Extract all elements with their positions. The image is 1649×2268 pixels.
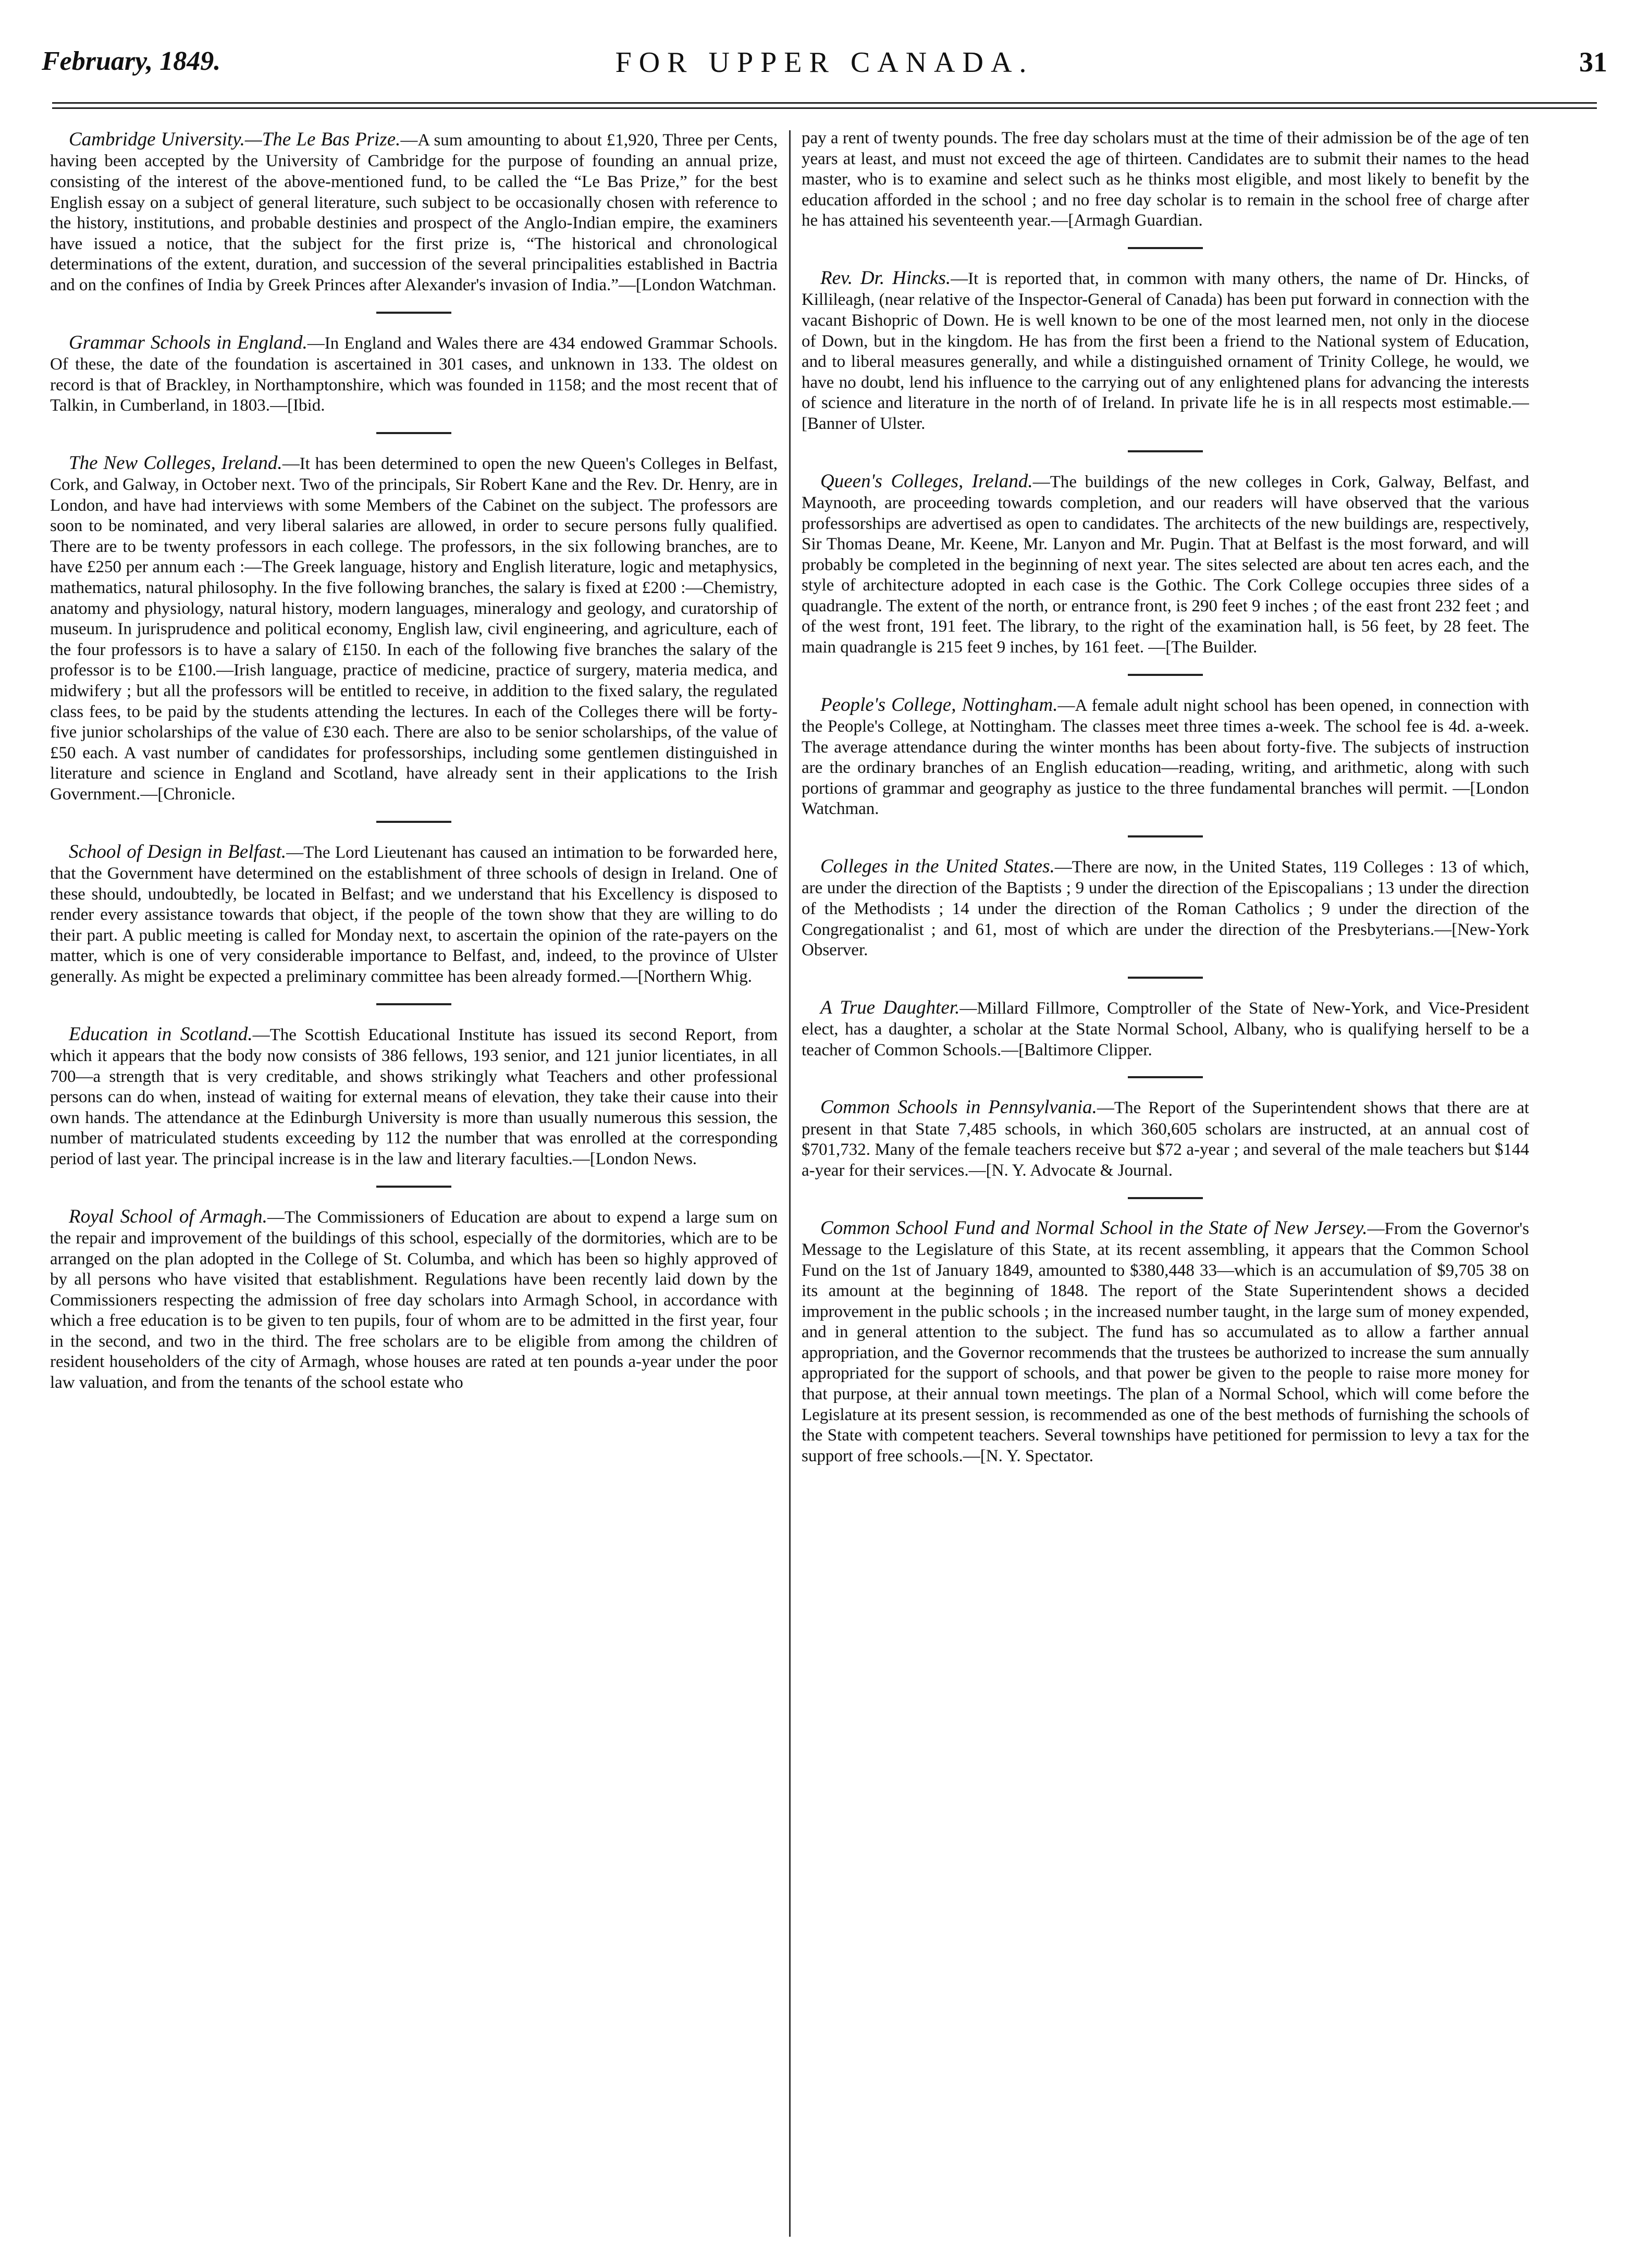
article-body: —In England and Wales there are 434 endowed Grammar Schools. Of these, the date of the foundation is ascertained in 301 cases, and unknown in 133. The oldest on record is that of Brackley, in Northamptonshire, which was founded in 1158; and the most recent that of Talkin, in Cumberland, in 1803.—[Ibid.	[50, 334, 778, 415]
article-heading: Cambridge University.—The Le Bas Prize.	[69, 129, 401, 150]
article-heading: People's College, Nottingham.	[820, 694, 1058, 716]
article-heading: Royal School of Armagh.	[69, 1205, 267, 1227]
left-column	[50, 128, 778, 2237]
article-heading: Grammar Schools in England.	[69, 331, 307, 353]
page-number: 31	[1579, 46, 1607, 78]
article-heading: Colleges in the United States.	[820, 856, 1055, 878]
article-body: —The Lord Lieutenant has caused an intimation to be forwarded here, that the Government have determined on the establishment of three schools of design in Ireland. One of these should, undoubtedly, be located in Belfast; and we understand that his Excellency is disposed to render every assistance towards that object, if the people of the town show that they are willing to do their part. A public meeting is called for Monday next, to ascertain the opinion of the rate-payers on the matter, which is one of very considerable importance to Belfast, and, indeed, to the province of Ulster generally. As might be expected a preliminary committee has been already formed.—[Northern Whig.	[50, 843, 778, 986]
article-queens-colleges-ireland	[802, 470, 1529, 658]
article-grammar-schools	[50, 331, 778, 416]
page-header	[42, 46, 1607, 88]
article-body: —Millard Fillmore, Comptroller of the State of New-York, and Vice-President elect, has a daughter, a scholar at the State Normal School, Albany, who is qualifying herself to be a teacher of Common Schools.—[Baltimore Clipper.	[802, 999, 1529, 1059]
header-rule-bottom	[52, 107, 1597, 109]
article-heading: Common Schools in Pennsylvania.	[820, 1096, 1097, 1118]
header-rule-top	[52, 102, 1597, 104]
article-cambridge-le-bas-prize	[50, 128, 778, 296]
article-heading: Common School Fund and Normal School in the State of New Jersey.	[820, 1217, 1368, 1239]
column-divider	[789, 130, 791, 2237]
article-heading: Queen's Colleges, Ireland.	[820, 470, 1033, 492]
article-separator	[1128, 835, 1203, 837]
article-heading: School of Design in Belfast.	[69, 841, 287, 862]
article-new-colleges-ireland	[50, 452, 778, 805]
article-separator	[1128, 247, 1203, 249]
article-body: —A female adult night school has been opened, in connection with the People's College, at Nottingham. The classes meet three times a-week. The school fee is 4d. a-week. The average attendance during the winter months has been about forty-five. The subjects of instruction are the ordinary branches of an English education—reading, writing, and arithmetic, along with such portions of grammar and geography as justice to the three fundamental branches will permit. —[London Watchman.	[802, 696, 1529, 819]
article-body: —The Scottish Educational Institute has issued its second Report, from which it appears that the body now consists of 386 fellows, 193 senior, and 121 junior licentiates, in all 700—a strength that is very creditable, and shows strikingly what Teachers and other professional persons can do when, instead of waiting for external means of elevation, they take their cause into their own hands. The attendance at the Edinburgh University is more than usually numerous this session, the number of matriculated students exceeding by 112 the number that was enrolled at the corresponding period of last year. The principal increase is in the law and literary faculties.—[London News.	[50, 1025, 778, 1168]
article-separator	[1128, 977, 1203, 979]
article-body: —The Commissioners of Education are about to expend a large sum on the repair and improvement of the buildings of this school, especially of the dormitories, which are to be arranged on the plan adopted in the College of St. Columba, and which has been so highly approved of by all persons who have visited that establishment. Regulations have been recently laid down by the Commissioners respecting the admission of free day scholars into Armagh School, in accordance with which a free education is to be given to ten pupils, four of whom are to be admitted in the first year, four in the second, and two in the third. The free scholars are to be eligible from among the children of resident householders of the city of Armagh, whose houses are rated at ten pounds a-year under the poor law valuation, and from the tenants of the school estate who	[50, 1207, 778, 1392]
article-body: pay a rent of twenty pounds. The free day scholars must at the time of their admission be of the age of ten years at least, and must not exceed the age of thirteen. Candidates are to submit their names to the head master, who is to examine and select such as he thinks most eligible, and most likely to benefit by the education afforded in the school ; and no free day scholar is to remain in the school free of charge after he has attained his seventeenth year.—[Armagh Guardian.	[802, 129, 1529, 230]
article-separator	[1128, 1076, 1203, 1078]
article-separator	[376, 432, 451, 434]
article-royal-school-armagh	[50, 1205, 778, 1394]
article-separator	[376, 1003, 451, 1005]
article-separator	[1128, 450, 1203, 452]
article-rev-dr-hincks	[802, 267, 1529, 435]
article-school-of-design-belfast	[50, 841, 778, 988]
right-column	[802, 128, 1529, 2237]
article-separator	[376, 312, 451, 314]
issue-date: February, 1849.	[42, 46, 221, 76]
article-heading: Education in Scotland.	[69, 1023, 253, 1045]
article-new-jersey-school-fund	[802, 1217, 1529, 1467]
article-colleges-united-states	[802, 855, 1529, 961]
article-heading: The New Colleges, Ireland.	[69, 452, 282, 474]
article-true-daughter	[802, 996, 1529, 1061]
article-body: —It is reported that, in common with many others, the name of Dr. Hincks, of Killileagh, (near relative of the Inspector-General of Canada) has been put forward in connection with the vacant Bishopric of Down. He is well known to be one of the most learned men, not only in the diocese of Down, but in the kingdom. He has from the first been a friend to the National system of Education, and to liberal measures generally, and while a distinguished ornament of Trinity College, he would, we have no doubt, lend his influence to the carrying out of any enlightened plans for advancing the interests of science and literature in the north of of Ireland. In private life he is in all respects most estimable.—[Banner of Ulster.	[802, 269, 1529, 433]
article-common-schools-pennsylvania	[802, 1096, 1529, 1181]
article-body: —The Report of the Superintendent shows that there are at present in that State 7,485 schools, in which 360,605 scholars are instructed, at an annual cost of $701,732. Many of the female teachers receive but $72 a-year ; and several of the male teachers but $144 a-year for their services.—[N. Y. Advocate & Journal.	[802, 1099, 1529, 1180]
article-heading: A True Daughter.	[820, 996, 960, 1018]
publication-title: FOR UPPER CANADA.	[615, 46, 1034, 79]
article-body: —The buildings of the new colleges in Cork, Galway, Belfast, and Maynooth, are proceeding towards completion, and our readers will have observed that the various professorships are advertised as open to candidates. The architects of the new buildings are, respectively, Sir Thomas Deane, Mr. Keene, Mr. Lanyon and Mr. Pugin. That at Belfast is the most forward, and will probably be completed in the beginning of next year. The sites selected are about ten acres each, and the style of architecture adopted in each case is the Gothic. The Cork College occupies three sides of a quadrangle. The extent of the north, or entrance front, is 290 feet 9 inches ; of the east front 232 feet ; and of the west front, 191 feet. The library, to the right of the examination hall, is 56 feet, by 28 feet. The main quadrangle is 215 feet 9 inches, by 161 feet. —[The Builder.	[802, 472, 1529, 657]
article-body: —It has been determined to open the new Queen's Colleges in Belfast, Cork, and Galway, in October next. Two of the principals, Sir Robert Kane and the Rev. Dr. Henry, are in London, and have had interviews with some Members of the Cabinet on the subject. The professors are soon to be nominated, and very liberal salaries are allowed, in order to secure persons fully qualified. There are to be twenty professors in each college. The professors, in the six following branches, are to have £250 per annum each :—The Greek language, history and English literature, logic and metaphysics, mathematics, natural philosophy. In the five following branches, the salary is fixed at £200 :—Chemistry, anatomy and physiology, natural history, modern languages, mineralogy and geology, and curatorship of museum. In jurisprudence and political economy, English law, civil engineering, and agriculture, each of the four professors is to have a salary of £150. In each of the following five branches the salary of the professor is to be £100.—Irish language, practice of medicine, practice of surgery, materia medica, and midwifery ; but all the professors will be entitled to receive, in addition to the fixed salary, the regulated class fees, to be paid by the students attending the lectures. In each of the Colleges there will be forty-five junior scholarships of the value of £30 each. There are also to be senior scholarships, of the value of £50 each. A vast number of candidates for professorships, including some gentlemen distinguished in literature and science in England and Scotland, have already sent in their applications to the Irish Government.—[Chronicle.	[50, 454, 778, 804]
article-body: —There are now, in the United States, 119 Colleges : 13 of which, are under the direction of the Baptists ; 9 under the direction of the Episcopalians ; 13 under the direction of the Methodists ; 14 under the direction of the Roman Catholics ; 9 under the direction of the Congregationalist ; and 61, most of which are under the direction of the Presbyterians.—[New-York Observer.	[802, 858, 1529, 960]
article-body: —From the Governor's Message to the Legislature of this State, at its recent assembling, it appears that the Common School Fund on the 1st of January 1849, amounted to $380,448 33—which is an accumulation of $9,705 38 on its amount at the beginning of 1848. The report of the State Superintendent shows a decided improvement in the public schools ; in the increased number taught, in the large sum of money expended, and in general attention to the subject. The fund has so accumulated as to allow a farther annual appropriation, and the Governor recommends that the trustees be authorized to increase the sum annually appropriated for the support of schools, and that power be given to the people to raise more money for that purpose, at their annual town meetings. The plan of a Normal School, which will come before the Legislature at its present session, is recommended as one of the best methods of furnishing the schools of the State with competent teachers. Several townships have petitioned for permission to levy a tax for the support of free schools.—[N. Y. Spectator.	[802, 1219, 1529, 1465]
article-separator	[376, 1186, 451, 1188]
article-education-scotland	[50, 1023, 778, 1170]
article-heading: Rev. Dr. Hincks.	[820, 267, 951, 289]
article-separator	[376, 821, 451, 823]
article-armagh-continued	[802, 128, 1529, 231]
article-separator	[1128, 674, 1203, 676]
article-peoples-college-nottingham	[802, 694, 1529, 820]
article-separator	[1128, 1197, 1203, 1199]
article-body: —A sum amounting to about £1,920, Three per Cents, having been accepted by the University of Cambridge for the purpose of founding an annual prize, consisting of the interest of the above-mentioned fund, to be called the “Le Bas Prize,” for the best English essay on a subject of general literature, such subject to be occasionally chosen with reference to the history, institutions, and probable destinies and prospect of the Anglo-Indian empire, the examiners have issued a notice, that the subject for the first prize is, “The historical and chronological determinations of the extent, duration, and succession of the several principalities established in Bactria and on the confines of India by Greek Princes after Alexander's invasion of India.”—[London Watchman.	[50, 131, 778, 294]
